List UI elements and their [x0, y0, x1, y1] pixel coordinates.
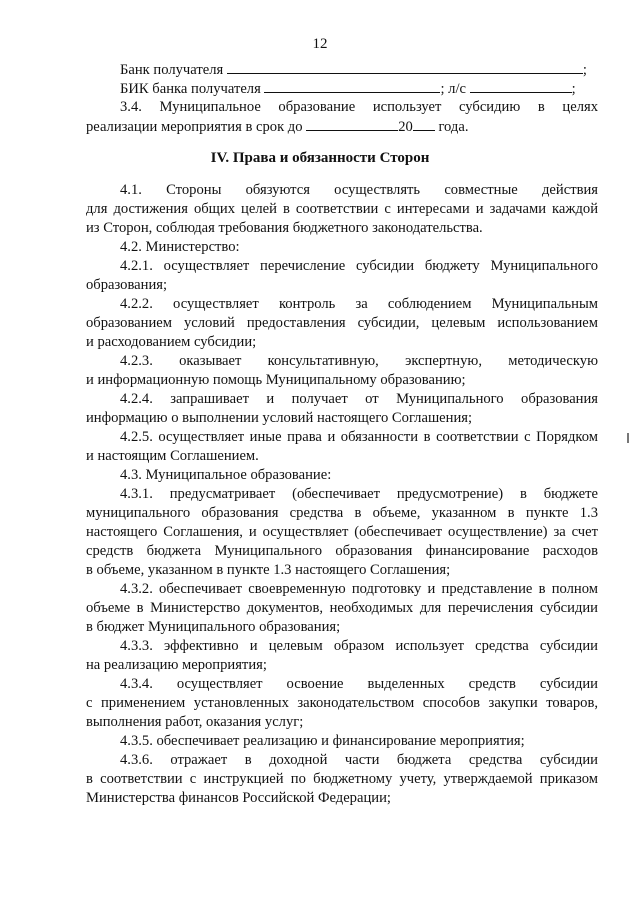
text-line: муниципального образования средства в объеме, указанном в пункте 1.3 [86, 505, 598, 521]
text-line: настоящего Соглашения, и осуществляет (обеспечивает осуществление) за счет [86, 524, 598, 540]
account-blank [470, 79, 572, 93]
text-line: 4.3.2. обеспечивает своевременную подготовку и представление в полном [120, 581, 598, 597]
text-line: 4.3.1. предусматривает (обеспечивает предусмотрение) в бюджете [120, 486, 598, 502]
text-line: 4.3. Муниципальное образование: [120, 467, 332, 483]
text-line: и настоящим Соглашением. [86, 448, 259, 464]
text-line: выполнения работ, оказания услуг; [86, 714, 304, 730]
text-line: и информационную помощь Муниципальному образованию; [86, 372, 466, 388]
text-line: 4.3.5. обеспечивает реализацию и финансирование мероприятия; [120, 733, 525, 749]
text-line: 4.2.4. запрашивает и получает от Муниципального образования [120, 391, 598, 407]
text-line: 4.2. Министерство: [120, 239, 240, 255]
text-line: 4.2.3. оказывает консультативную, экспертную, методическую [120, 353, 598, 369]
section-heading: IV. Права и обязанности Сторон [210, 150, 430, 166]
text-line: объеме в Министерство документов, необходимых для перечисления субсидии [86, 600, 598, 616]
year-blank [413, 117, 435, 131]
text-line: образованием условий предоставления субсидии, целевым использованием [86, 315, 598, 331]
text-line: для достижения общих целей в соответствии с интересами и задачами каждой [86, 201, 598, 217]
text-line: образования; [86, 277, 168, 293]
paragraph-3-4-line-2: реализации мероприятия в срок до 20 года. [86, 119, 469, 135]
text-line: с применением установленных законодательством способов закупки товаров, [86, 695, 598, 711]
text-line: из Сторон, соблюдая требования бюджетного законодательства. [86, 220, 483, 236]
bik-blank [264, 79, 440, 93]
text-line: 4.2.1. осуществляет перечисление субсидии бюджету Муниципального [120, 258, 598, 274]
bik-line: БИК банка получателя ; л/с ; [120, 81, 576, 97]
text-line: информацию о выполнении условий настоящего Соглашения; [86, 410, 473, 426]
text-line: 4.3.6. отражает в доходной части бюджета средства субсидии [120, 752, 598, 768]
text-line: средств бюджета Муниципального образования финансирование расходов [86, 543, 598, 559]
text-line: 4.2.2. осуществляет контроль за соблюдением Муниципальным [120, 296, 598, 312]
text-line: и расходованием субсидии; [86, 334, 257, 350]
text-line: 4.1. Стороны обязуются осуществлять совместные действия [120, 182, 598, 198]
text-line: 4.3.4. осуществляет освоение выделенных средств субсидии [120, 676, 598, 692]
recipient-bank-line: Банк получателя ; [120, 62, 587, 78]
text-line: 4.2.5. осуществляет иные права и обязанности в соответствии с Порядком [120, 429, 598, 445]
text-line: в бюджет Муниципального образования; [86, 619, 341, 635]
text-line: в объеме, указанном в пункте 1.3 настоящего Соглашения; [86, 562, 451, 578]
text-line: на реализацию мероприятия; [86, 657, 267, 673]
text-line: Министерства финансов Российской Федерации; [86, 790, 391, 806]
paragraph-3-4-line-1: 3.4. Муниципальное образование использует субсидию в целях [120, 99, 598, 115]
recipient-bank-blank [227, 60, 583, 74]
text-line: в соответствии с инструкцией по бюджетному учету, утверждаемой приказом [86, 771, 598, 787]
page-number: 12 [312, 36, 328, 52]
scan-mark [627, 433, 629, 443]
text-line: 4.3.3. эффективно и целевым образом использует средства субсидии [120, 638, 598, 654]
deadline-blank [306, 117, 398, 131]
